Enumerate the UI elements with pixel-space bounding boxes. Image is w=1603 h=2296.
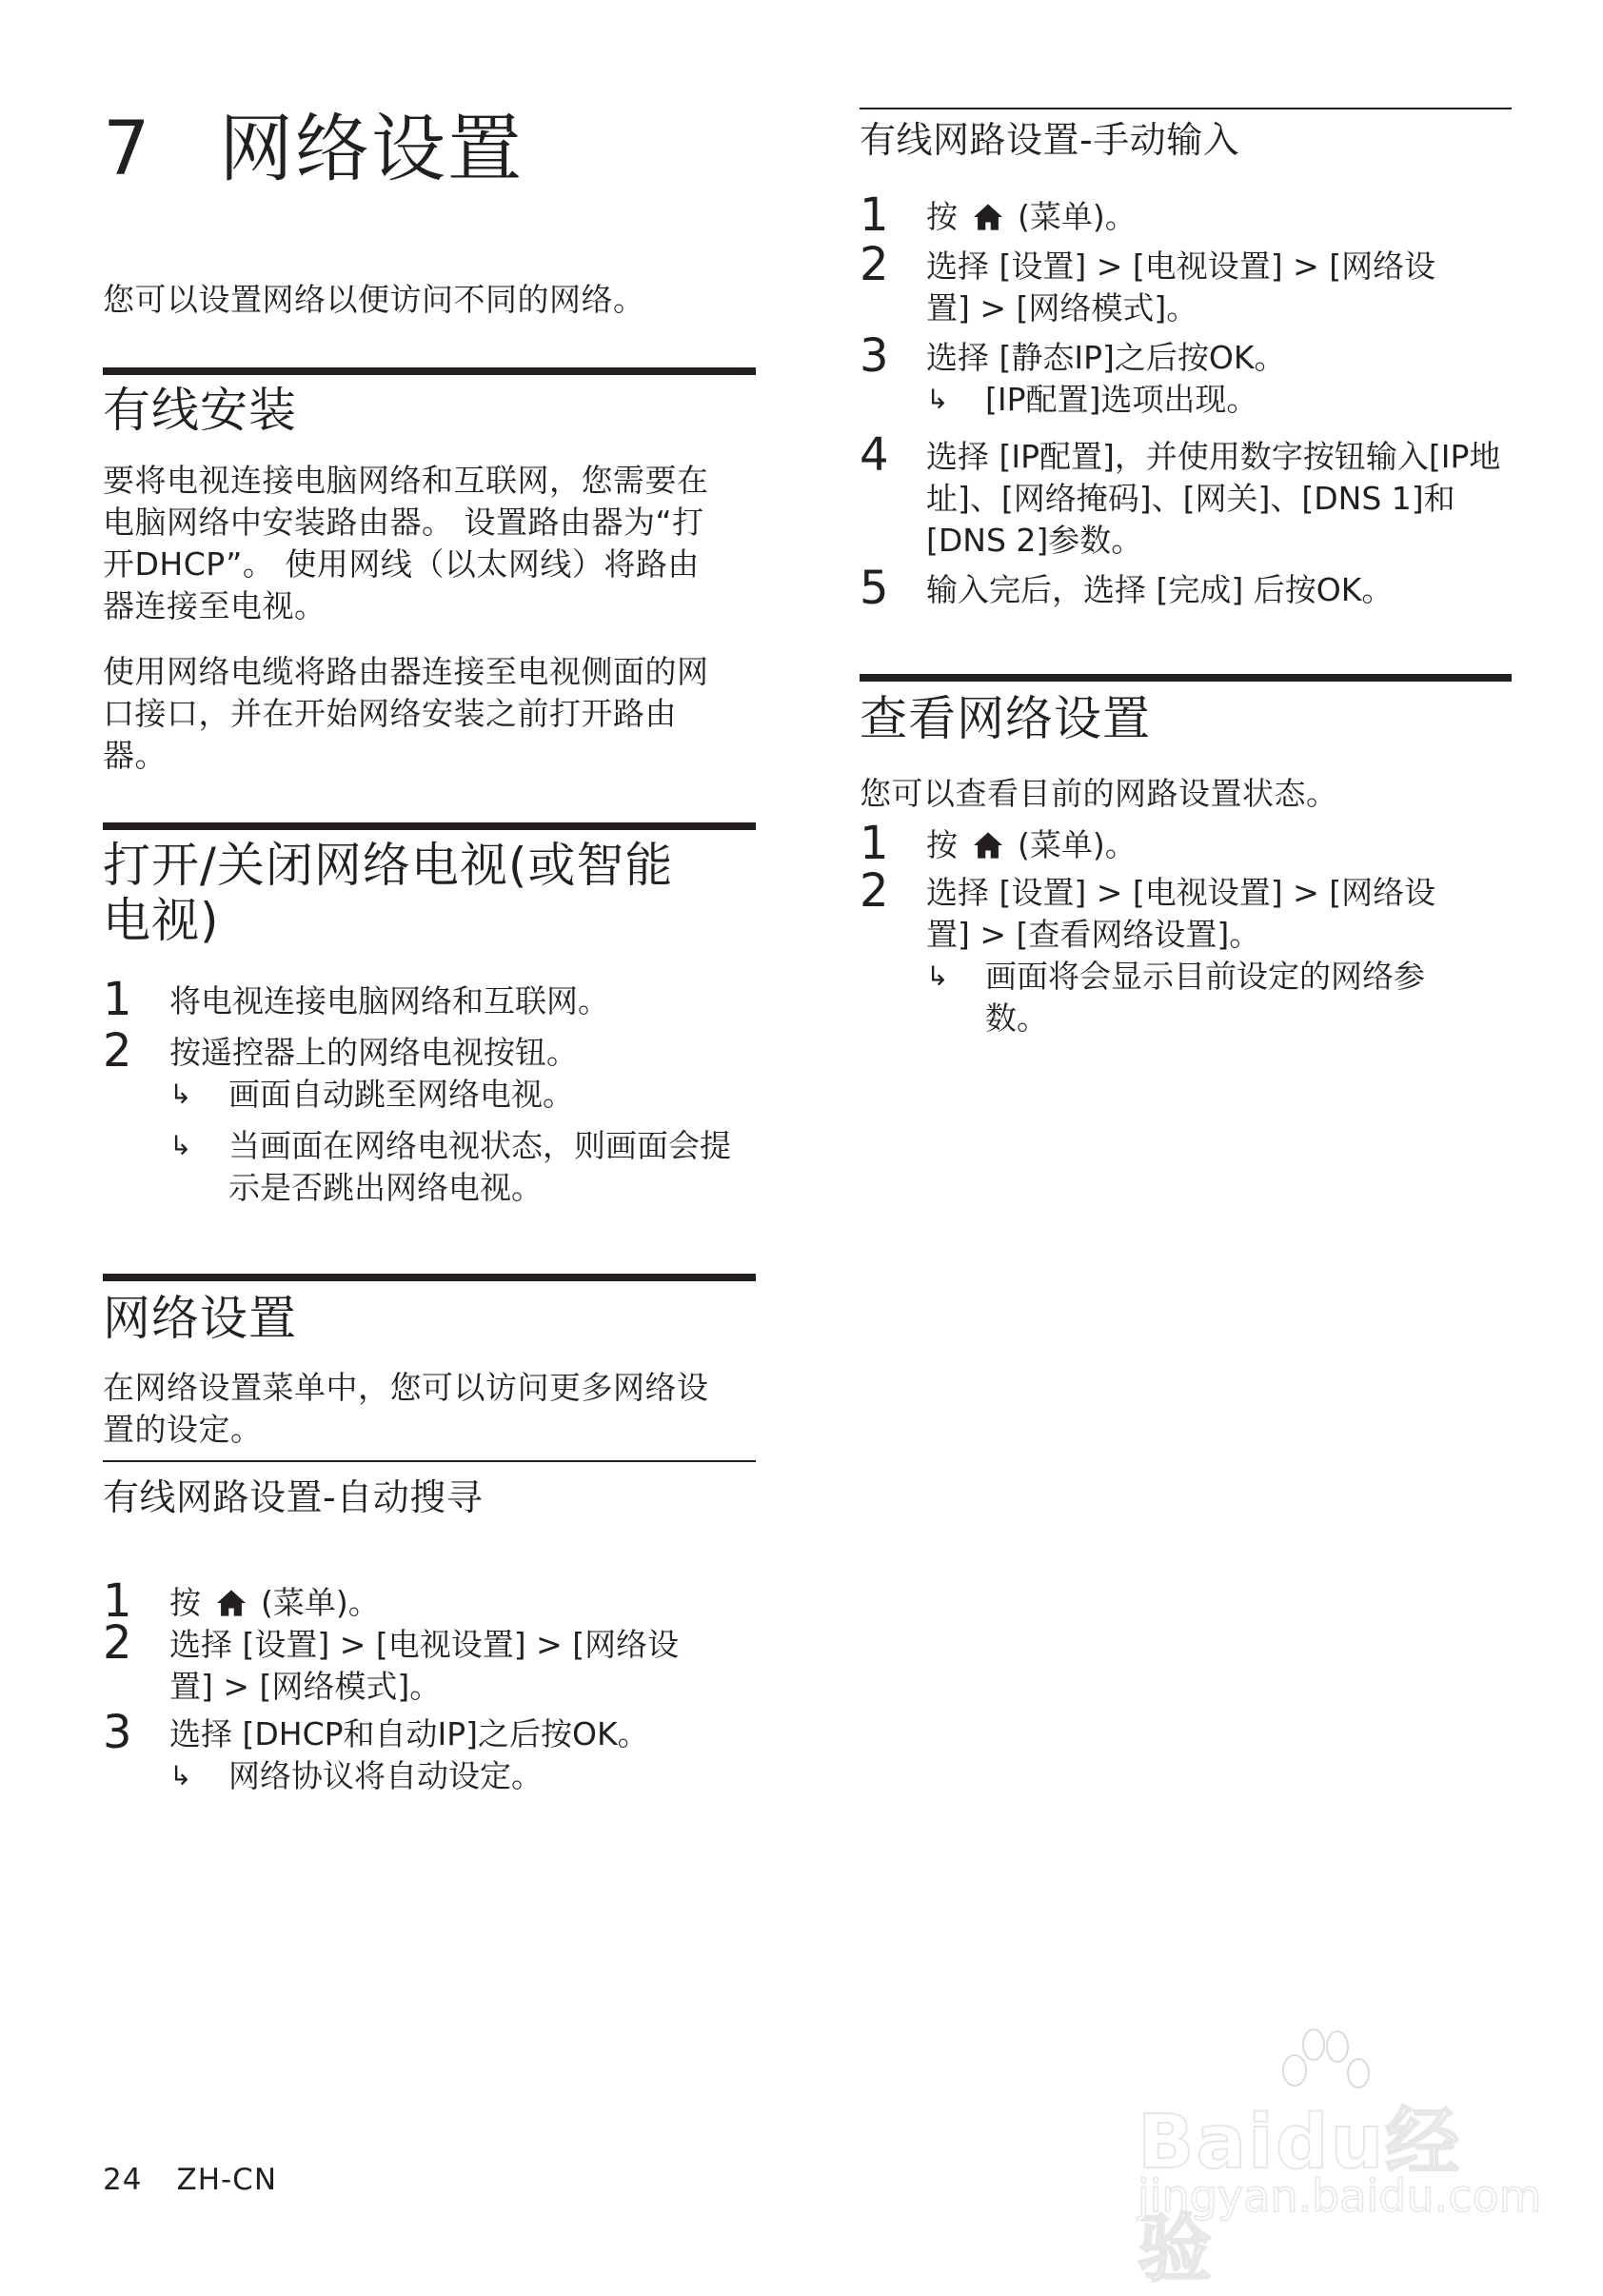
page-footer bbox=[103, 2163, 277, 2197]
net-tv-steps bbox=[103, 973, 756, 1209]
step-result bbox=[926, 956, 1480, 1039]
section-divider bbox=[103, 822, 756, 830]
section-heading-net-tv bbox=[103, 838, 756, 948]
step-text-post: (菜单)。 bbox=[261, 1584, 380, 1621]
chapter-intro: 您可以设置网络以便访问不同的网络。 bbox=[103, 281, 645, 318]
section-divider bbox=[103, 367, 756, 375]
step-text: 选择 [DHCP和自动IP]之后按OK。 bbox=[169, 1715, 649, 1752]
watermark-site: jingyan.baidu.com bbox=[1138, 2170, 1542, 2222]
subsection-divider bbox=[860, 108, 1512, 109]
wired-install-paragraph-1: 要将电视连接电脑网络和互联网，您需要在电脑网络中安装路由器。 设置路由器为“打开DHCP”。 使用网线（以太网线）将路由器连接至电视。 bbox=[103, 462, 709, 624]
subsection-heading-manual-input: 有线网路设置-手动输入 bbox=[860, 119, 1240, 161]
step-result bbox=[169, 1125, 742, 1209]
step-text: 按遥控器上的网络电视按钮。 bbox=[169, 1034, 578, 1071]
section-heading-view-settings: 查看网络设置 bbox=[860, 691, 1151, 746]
section-heading-net-settings: 网络设置 bbox=[103, 1291, 297, 1346]
step-text: 将电视连接电脑网络和互联网。 bbox=[169, 982, 609, 1019]
step-item bbox=[860, 428, 1516, 562]
step-number: 2 bbox=[860, 864, 889, 918]
view-settings-paragraph: 您可以查看目前的网路设置状态。 bbox=[860, 775, 1338, 812]
net-settings-paragraph: 在网络设置菜单中，您可以访问更多网络设置的设定。 bbox=[103, 1369, 709, 1448]
section-divider bbox=[103, 1274, 756, 1281]
step-item bbox=[860, 562, 1512, 615]
step-item bbox=[103, 1574, 756, 1628]
step-text-pre: 按 bbox=[926, 826, 958, 863]
step-text: 选择 [静态IP]之后按OK。 bbox=[926, 339, 1286, 376]
watermark-brand: Baidu经验 bbox=[1138, 2100, 1462, 2292]
step-text-post: (菜单)。 bbox=[1018, 198, 1137, 235]
manual-input-steps bbox=[860, 188, 1512, 615]
result-text: 网络协议将自动设定。 bbox=[228, 1757, 543, 1794]
home-icon bbox=[215, 1589, 247, 1617]
step-text: 选择 [设置] > [电视设置] > [网络设置] > [网络模式]。 bbox=[169, 1626, 680, 1705]
step-text: 选择 [设置] > [电视设置] > [网络设置] > [网络模式]。 bbox=[926, 247, 1436, 327]
step-number: 3 bbox=[103, 1706, 132, 1759]
step-number: 1 bbox=[860, 188, 889, 242]
step-number: 2 bbox=[103, 1616, 132, 1670]
section-heading-wired-install: 有线安装 bbox=[103, 383, 297, 438]
step-result bbox=[926, 379, 1512, 421]
step-number: 4 bbox=[860, 428, 889, 482]
home-icon bbox=[972, 203, 1004, 231]
step-item bbox=[860, 329, 1512, 421]
step-number: 1 bbox=[860, 817, 889, 870]
step-item bbox=[860, 817, 1512, 870]
section-divider bbox=[860, 674, 1512, 682]
result-arrow-icon: ↳ bbox=[926, 960, 949, 992]
subsection-divider bbox=[103, 1460, 756, 1462]
step-result bbox=[169, 1755, 756, 1797]
result-arrow-icon: ↳ bbox=[169, 1130, 192, 1161]
step-number: 2 bbox=[860, 238, 889, 291]
step-item bbox=[860, 188, 1512, 242]
result-arrow-icon: ↳ bbox=[169, 1079, 192, 1110]
step-number: 2 bbox=[103, 1024, 132, 1078]
step-number: 1 bbox=[103, 973, 132, 1026]
chapter-title bbox=[103, 107, 756, 192]
step-item bbox=[860, 864, 1459, 1039]
step-text: 选择 [IP配置]，并使用数字按钮输入[IP地址]、[网络掩码]、[网关]、[DNS 1]和[DNS 2]参数。 bbox=[926, 438, 1501, 559]
auto-search-steps bbox=[103, 1574, 756, 1797]
step-item bbox=[103, 973, 756, 1026]
step-number: 3 bbox=[860, 329, 889, 383]
step-number: 1 bbox=[103, 1574, 132, 1628]
result-text: 当画面在网络电视状态，则画面会提示是否跳出网络电视。 bbox=[228, 1127, 731, 1206]
step-text-pre: 按 bbox=[926, 198, 958, 235]
home-icon bbox=[972, 831, 1004, 860]
step-text-pre: 按 bbox=[169, 1584, 201, 1621]
result-text: 画面自动跳至网络电视。 bbox=[228, 1076, 574, 1113]
result-arrow-icon: ↳ bbox=[926, 384, 949, 415]
step-item bbox=[103, 1616, 703, 1708]
chapter-title-text: 网络设置 bbox=[219, 107, 524, 192]
step-number: 5 bbox=[860, 562, 889, 615]
chapter-number: 7 bbox=[103, 107, 152, 192]
step-item bbox=[103, 1706, 756, 1797]
net-tv-heading-line-1: 打开/关闭网络电视(或智能 bbox=[103, 838, 674, 893]
result-text: [IP配置]选项出现。 bbox=[985, 381, 1258, 418]
step-text: 选择 [设置] > [电视设置] > [网络设置] > [查看网络设置]。 bbox=[926, 874, 1436, 953]
result-arrow-icon: ↳ bbox=[169, 1760, 192, 1791]
step-result bbox=[169, 1074, 756, 1116]
net-tv-heading-line-2: 电视) bbox=[103, 893, 220, 948]
result-text: 画面将会显示目前设定的网络参数。 bbox=[985, 958, 1425, 1037]
step-text-post: (菜单)。 bbox=[1018, 826, 1137, 863]
step-item bbox=[103, 1024, 756, 1209]
language-code: ZH-CN bbox=[176, 2163, 278, 2197]
step-text: 输入完后，选择 [完成] 后按OK。 bbox=[926, 571, 1394, 608]
page-number: 24 bbox=[103, 2163, 143, 2197]
subsection-heading-auto-search: 有线网路设置-自动搜寻 bbox=[103, 1476, 484, 1518]
wired-install-paragraph-2: 使用网络电缆将路由器连接至电视侧面的网口接口，并在开始网络安装之前打开路由器。 bbox=[103, 653, 709, 774]
baidu-watermark bbox=[1138, 2028, 1542, 2292]
view-settings-steps bbox=[860, 817, 1512, 1039]
step-item bbox=[860, 238, 1459, 329]
